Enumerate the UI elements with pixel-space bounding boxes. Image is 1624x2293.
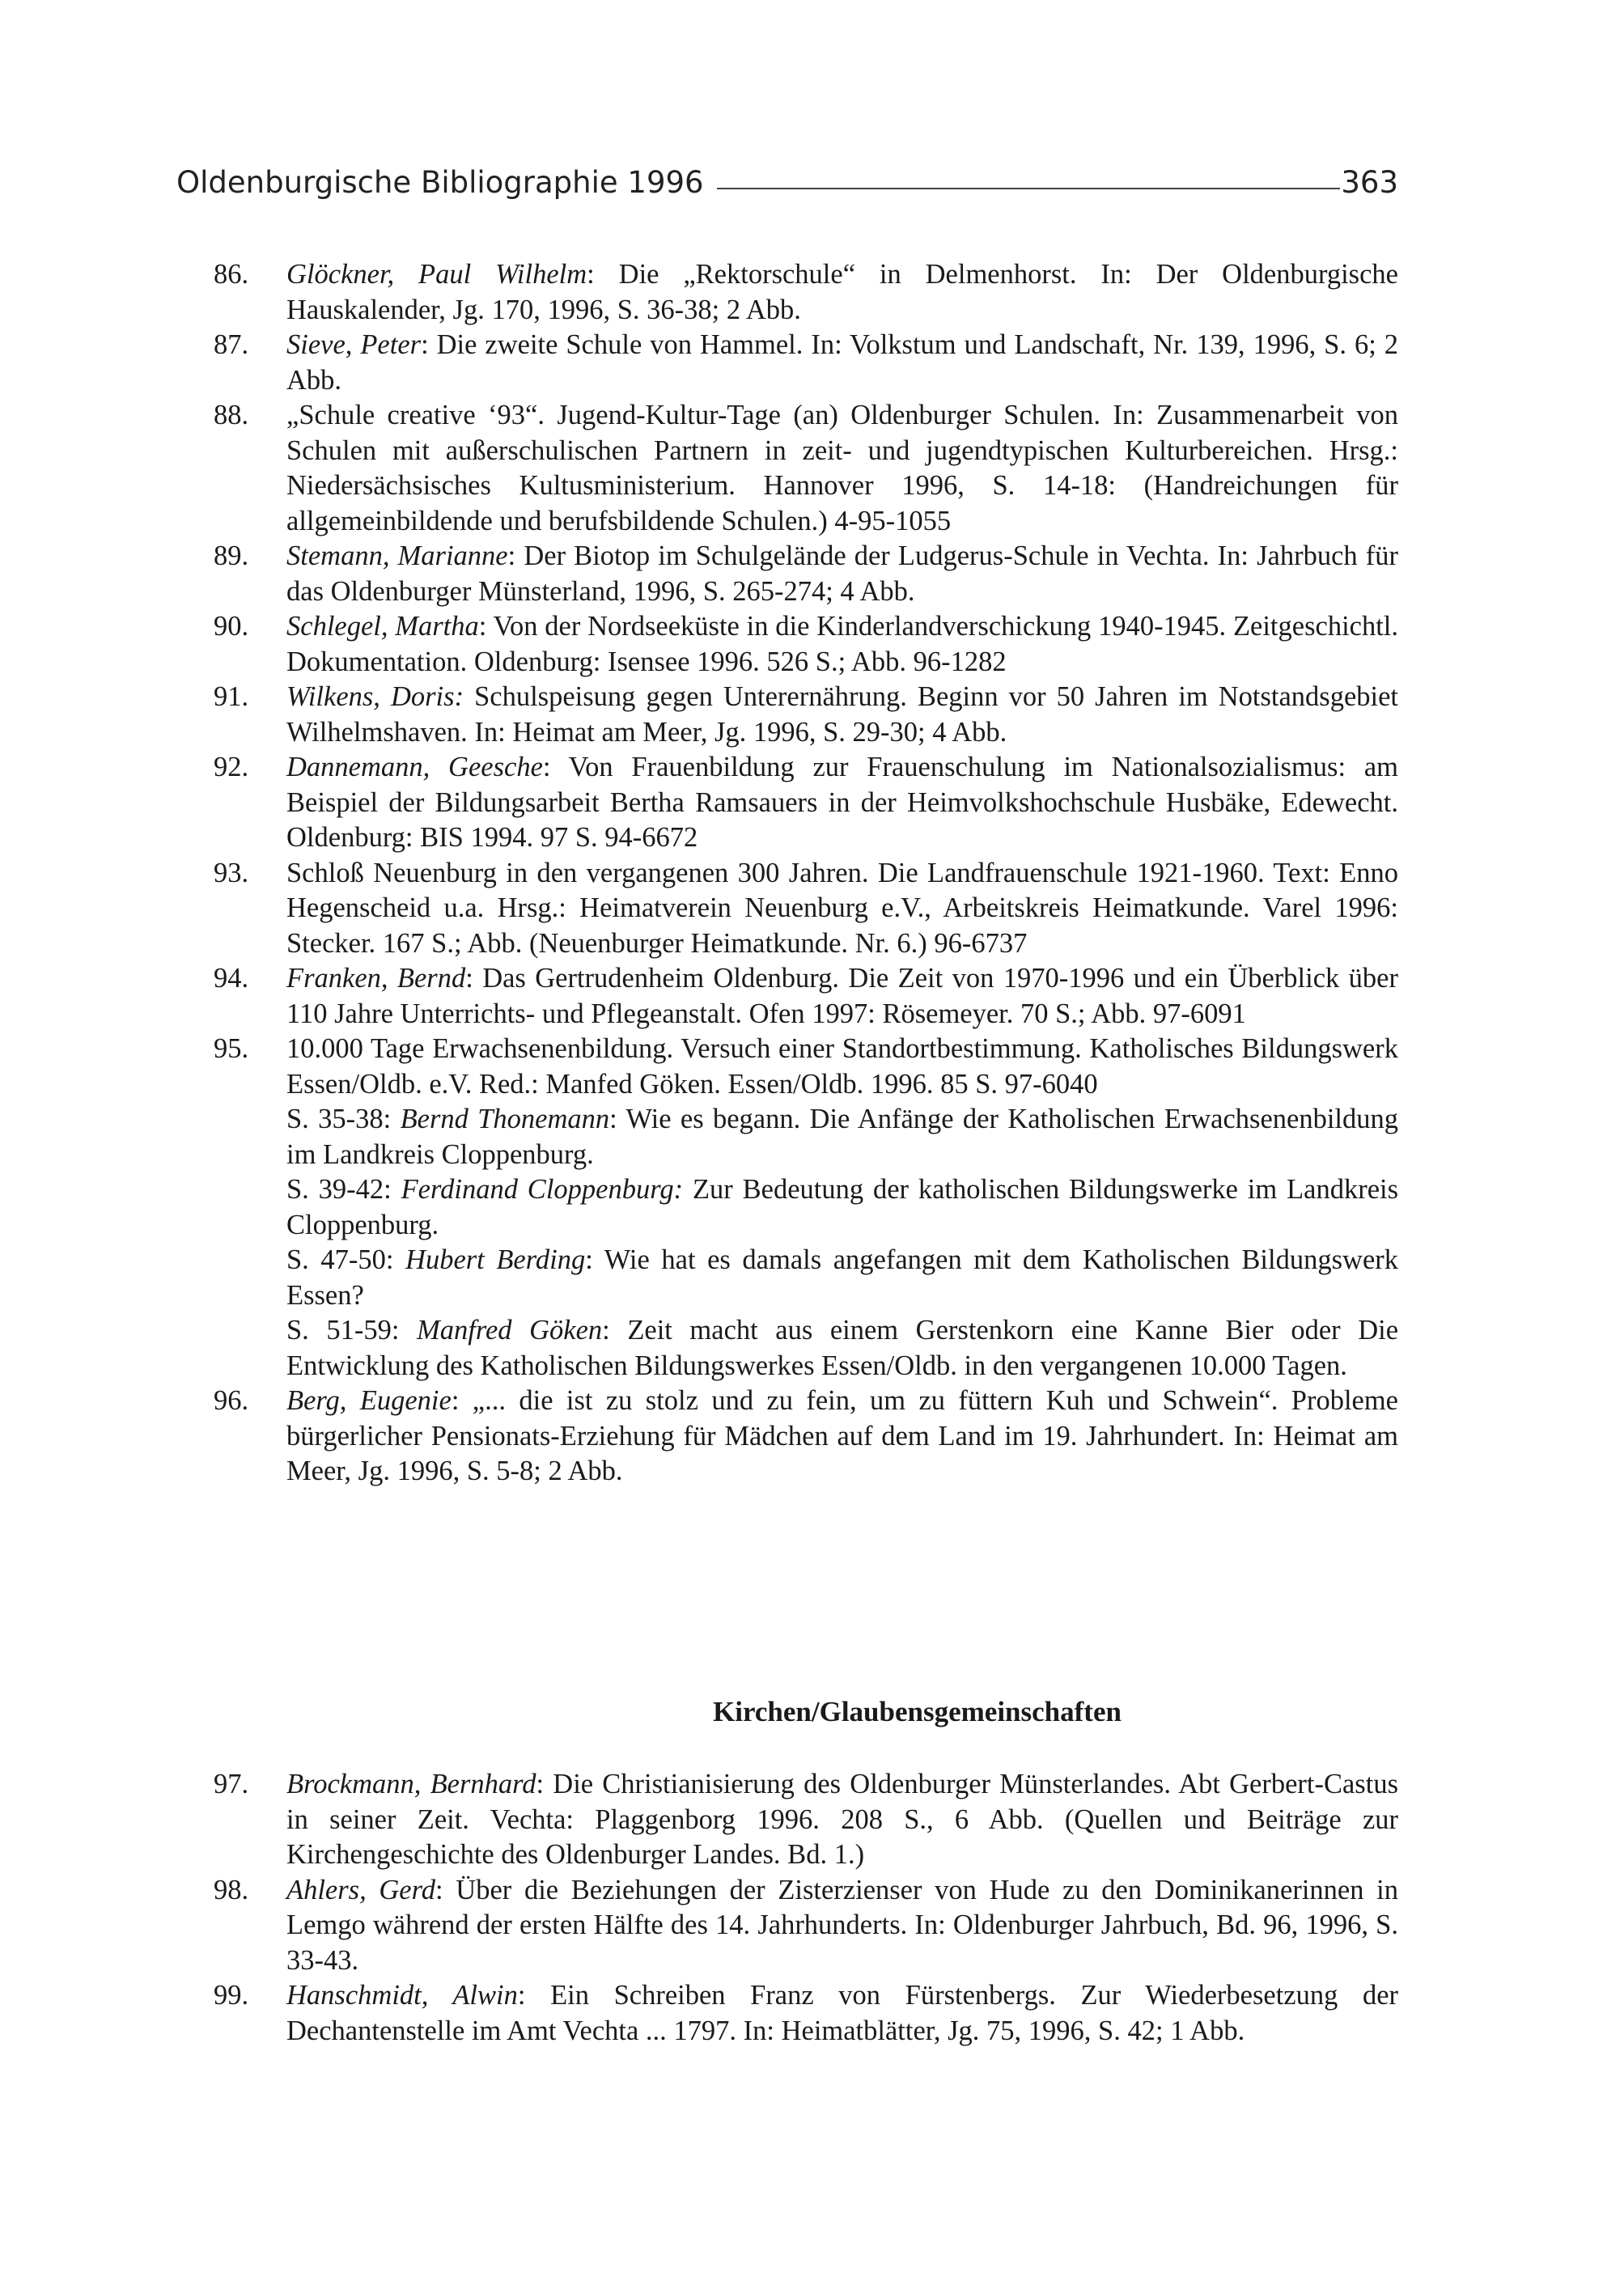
- entry-number: 90.: [214, 611, 249, 642]
- entry-92: 92. Dannemann, Geesche: Von Frauenbildung zur Frauenschulung im Nationalsozialismus: am Beispiel der Bildungsarbeit Bertha Ramsauers in der Heimvolkshochschule Husbäke, Edewecht. Oldenburg: BIS 1994. 97 S. 94-6672: [214, 752, 1399, 853]
- sub-author: Hubert Berding: [405, 1244, 586, 1275]
- section-heading: Kirchen/Glaubensgemeinschaften: [713, 1696, 1122, 1727]
- entry-author: Hanschmidt, Alwin: [286, 1980, 518, 2011]
- entry-98: 98. Ahlers, Gerd: Über die Beziehungen der Zisterzienser von Hude zu den Dominikanerinnen in Lemgo während der ersten Hälfte des 14. Jahrhunderts. In: Oldenburger Jahrbuch, Bd. 96, 1996, S. 33-43.: [214, 1874, 1398, 1976]
- entry-number: 95.: [214, 1033, 249, 1064]
- sub-author: Ferdinand Cloppenburg:: [401, 1174, 684, 1205]
- entry-author: Schlegel, Martha: [286, 611, 479, 642]
- entry-89: 89. Stemann, Marianne: Der Biotop im Schulgelände der Ludgerus-Schule in Vechta. In: Jahrbuch für das Oldenburger Münsterland, 1996, S. 265-274; 4 Abb.: [214, 540, 1398, 607]
- entry-number: 98.: [214, 1874, 249, 1905]
- entry-author: Berg, Eugenie: [286, 1385, 452, 1416]
- entry-90: 90. Schlegel, Martha: Von der Nordseeküste in die Kinderlandverschickung 1940-1945. Zeitgeschichtl. Dokumentation. Oldenburg: Isensee 1996. 526 S.; Abb. 96-1282: [214, 611, 1399, 677]
- entry-94: 94. Franken, Bernd: Das Gertrudenheim Oldenburg. Die Zeit von 1970-1996 und ein Überblick über 110 Jahre Unterrichts- und Pflegeanstalt. Ofen 1997: Rösemeyer. 70 S.; Abb. 97-6091: [214, 963, 1398, 1029]
- sub-text: Zeit macht aus einem Gerstenkorn eine Kanne Bier oder Die Entwicklung des Katholischen Bildungswerkes Essen/Oldb. in den vergangenen 10.000 Tagen.: [286, 1315, 1399, 1381]
- entry-number: 86.: [214, 259, 249, 290]
- entry-91: [214, 680, 1398, 750]
- entry-number: 91.: [214, 681, 249, 712]
- entry-95-sub-1: S. 35-38: Bernd Thonemann: Wie es begann. Die Anfänge der Katholischen Erwachsenenbildung im Landkreis Cloppenburg.: [286, 1104, 1399, 1170]
- entry-number: 96.: [214, 1385, 249, 1416]
- entry-99: 99. Hanschmidt, Alwin: Ein Schreiben Franz von Fürstenbergs. Zur Wiederbesetzung der Dechantenstelle im Amt Vechta ... 1797. In: Heimatblätter, Jg. 75, 1996, S. 42; 1 Abb.: [214, 1980, 1399, 2046]
- header-rule: [717, 188, 1340, 189]
- entry-text: Die zweite Schule von Hammel. In: Volkstum und Landschaft, Nr. 139, 1996, S. 6; 2 Abb.: [286, 329, 1398, 396]
- entry-text: Über die Beziehungen der Zisterzienser von Hude zu den Dominikanerinnen in Lemgo während der ersten Hälfte des 14. Jahrhunderts. In: Oldenburger Jahrbuch, Bd. 96, 1996, S. 33-43.: [286, 1874, 1398, 1976]
- entry-95-sub-4: S. 51-59: Manfred Göken: Zeit macht aus einem Gerstenkorn eine Kanne Bier oder Die Entwicklung des Katholischen Bildungswerkes Essen/Oldb. in den vergangenen 10.000 Tagen.: [286, 1315, 1399, 1381]
- entry-text: „... die ist zu stolz und zu fein, um zu füttern Kuh und Schwein“. Probleme bürgerlicher Pensionats-Erziehung für Mädchen auf dem Land im 19. Jahrhundert. In: Heimat am Meer, Jg. 1996, S. 5-8; 2 Abb.: [286, 1385, 1398, 1486]
- entry-author: Dannemann, Geesche: [286, 752, 543, 782]
- entry-95-sub-2: S. 39-42: Ferdinand Cloppenburg: Zur Bedeutung der katholischen Bildungswerke im Landkreis Cloppenburg.: [286, 1174, 1399, 1240]
- entry-author: Sieve, Peter: [286, 329, 422, 360]
- running-header: [176, 160, 1398, 209]
- entry-number: 87.: [214, 329, 249, 360]
- page-number: 363: [1341, 165, 1398, 200]
- entry-95-sub-3: S. 47-50: Hubert Berding: Wie hat es damals angefangen mit dem Katholischen Bildungswerk Essen?: [286, 1244, 1398, 1311]
- entry-number: 99.: [214, 1980, 249, 2011]
- entry-text: Von Frauenbildung zur Frauenschulung im Nationalsozialismus: am Beispiel der Bildungsarbeit Bertha Ramsauers in der Heimvolkshochschule Husbäke, Edewecht. Oldenburg: BIS 1994. 97 S. 94-6672: [286, 752, 1399, 853]
- entry-87: 87. Sieve, Peter: Die zweite Schule von Hammel. In: Volkstum und Landschaft, Nr. 139, 1996, S. 6; 2 Abb.: [214, 329, 1398, 396]
- entry-86: 86. Glöckner, Paul Wilhelm: Die „Rektorschule“ in Delmenhorst. In: Der Oldenburgische Hauskalender, Jg. 170, 1996, S. 36-38; 2 Abb.: [214, 259, 1398, 325]
- entry-93: [214, 856, 1398, 962]
- sub-author: Bernd Thonemann: [400, 1104, 610, 1134]
- sub-author: Manfred Göken: [417, 1315, 603, 1346]
- entries-list-school: [214, 257, 1398, 1490]
- entry-author: Wilkens, Doris:: [286, 681, 464, 712]
- entries-list-church: [214, 1767, 1398, 2049]
- entry-author: Glöckner, Paul Wilhelm: [286, 259, 587, 290]
- entry-text: Ein Schreiben Franz von Fürstenbergs. Zur Wiederbesetzung der Dechantenstelle im Amt Vechta ... 1797. In: Heimatblätter, Jg. 75, 1996, S. 42; 1 Abb.: [286, 1980, 1399, 2046]
- entry-number: 88.: [214, 400, 249, 430]
- entry-text: Die Christianisierung des Oldenburger Münsterlandes. Abt Gerbert-Castus in seiner Zeit. Vechta: Plaggenborg 1996. 208 S., 6 Abb. (Quellen und Beiträge zur Kirchengeschichte des Oldenburger Landes. Bd. 1.): [286, 1769, 1398, 1870]
- entry-number: 97.: [214, 1769, 249, 1799]
- entry-88: [214, 398, 1398, 539]
- entry-author: Ahlers, Gerd: [286, 1874, 436, 1905]
- entry-96: 96. Berg, Eugenie: „... die ist zu stolz und zu fein, um zu füttern Kuh und Schwein“. Probleme bürgerlicher Pensionats-Erziehung für Mädchen auf dem Land im 19. Jahrhundert. In: Heimat am Meer, Jg. 1996, S. 5-8; 2 Abb.: [214, 1385, 1398, 1486]
- entry-number: 92.: [214, 752, 249, 782]
- entry-text: Schulspeisung gegen Unterernährung. Beginn vor 50 Jahren im Notstandsgebiet Wilhelmshaven. In: Heimat am Meer, Jg. 1996, S. 29-30; 4 Abb.: [286, 681, 1398, 748]
- entry-number: 93.: [214, 857, 249, 888]
- header-title: Oldenburgische Bibliographie 1996: [176, 165, 704, 200]
- entry-text: Das Gertrudenheim Oldenburg. Die Zeit von 1970-1996 und ein Überblick über 110 Jahre Unterrichts- und Pflegeanstalt. Ofen 1997: Rösemeyer. 70 S.; Abb. 97-6091: [286, 963, 1398, 1029]
- sub-text: Wie hat es damals angefangen mit dem Katholischen Bildungswerk Essen?: [286, 1244, 1398, 1311]
- entry-text: „Schule creative ‘93“. Jugend-Kultur-Tage (an) Oldenburger Schulen. In: Zusammenarbeit von Schulen mit außerschulischen Partnern in zeit- und jugendtypischen Kulturbereichen. Hrsg.: Niedersächsisches Kultusministerium. Hannover 1996, S. 14-18: (Handreichungen für allgemeinbildende und berufsbildende Schulen.) 4-95-1055: [286, 400, 1398, 536]
- entry-author: Stemann, Marianne: [286, 540, 508, 571]
- entry-number: 94.: [214, 963, 249, 994]
- entry-95: [214, 1032, 1398, 1384]
- entry-97: 97. Brockmann, Bernhard: Die Christianisierung des Oldenburger Münsterlandes. Abt Gerbert-Castus in seiner Zeit. Vechta: Plaggenborg 1996. 208 S., 6 Abb. (Quellen und Beiträge zur Kirchengeschichte des Oldenburger Landes. Bd. 1.): [214, 1769, 1398, 1870]
- entry-author: Franken, Bernd: [286, 963, 466, 994]
- entry-text: Von der Nordseeküste in die Kinderlandverschickung 1940-1945. Zeitgeschichtl. Dokumentation. Oldenburg: Isensee 1996. 526 S.; Abb. 96-1282: [286, 611, 1399, 677]
- entry-text: 10.000 Tage Erwachsenenbildung. Versuch einer Standortbestimmung. Katholisches Bildungswerk Essen/Oldb. e.V. Red.: Manfed Göken. Essen/Oldb. 1996. 85 S. 97-6040: [286, 1033, 1398, 1100]
- sub-text: Wie es begann. Die Anfänge der Katholischen Erwachsenenbildung im Landkreis Cloppenburg.: [286, 1104, 1399, 1170]
- entry-author: Brockmann, Bernhard: [286, 1769, 536, 1799]
- entry-text: Schloß Neuenburg in den vergangenen 300 Jahren. Die Landfrauenschule 1921-1960. Text: Enno Hegenscheid u.a. Hrsg.: Heimatverein Neuenburg e.V., Arbeitskreis Heimatkunde. Varel 1996: Stecker. 167 S.; Abb. (Neuenburger Heimatkunde. Nr. 6.) 96-6737: [286, 857, 1398, 959]
- entry-number: 89.: [214, 540, 249, 571]
- entry-text: Die „Rektorschule“ in Delmenhorst. In: Der Oldenburgische Hauskalender, Jg. 170, 1996, S. 36-38; 2 Abb.: [286, 259, 1398, 325]
- entry-text: Der Biotop im Schulgelände der Ludgerus-Schule in Vechta. In: Jahrbuch für das Oldenburger Münsterland, 1996, S. 265-274; 4 Abb.: [286, 540, 1398, 607]
- sub-text: Zur Bedeutung der katholischen Bildungswerke im Landkreis Cloppenburg.: [286, 1174, 1399, 1240]
